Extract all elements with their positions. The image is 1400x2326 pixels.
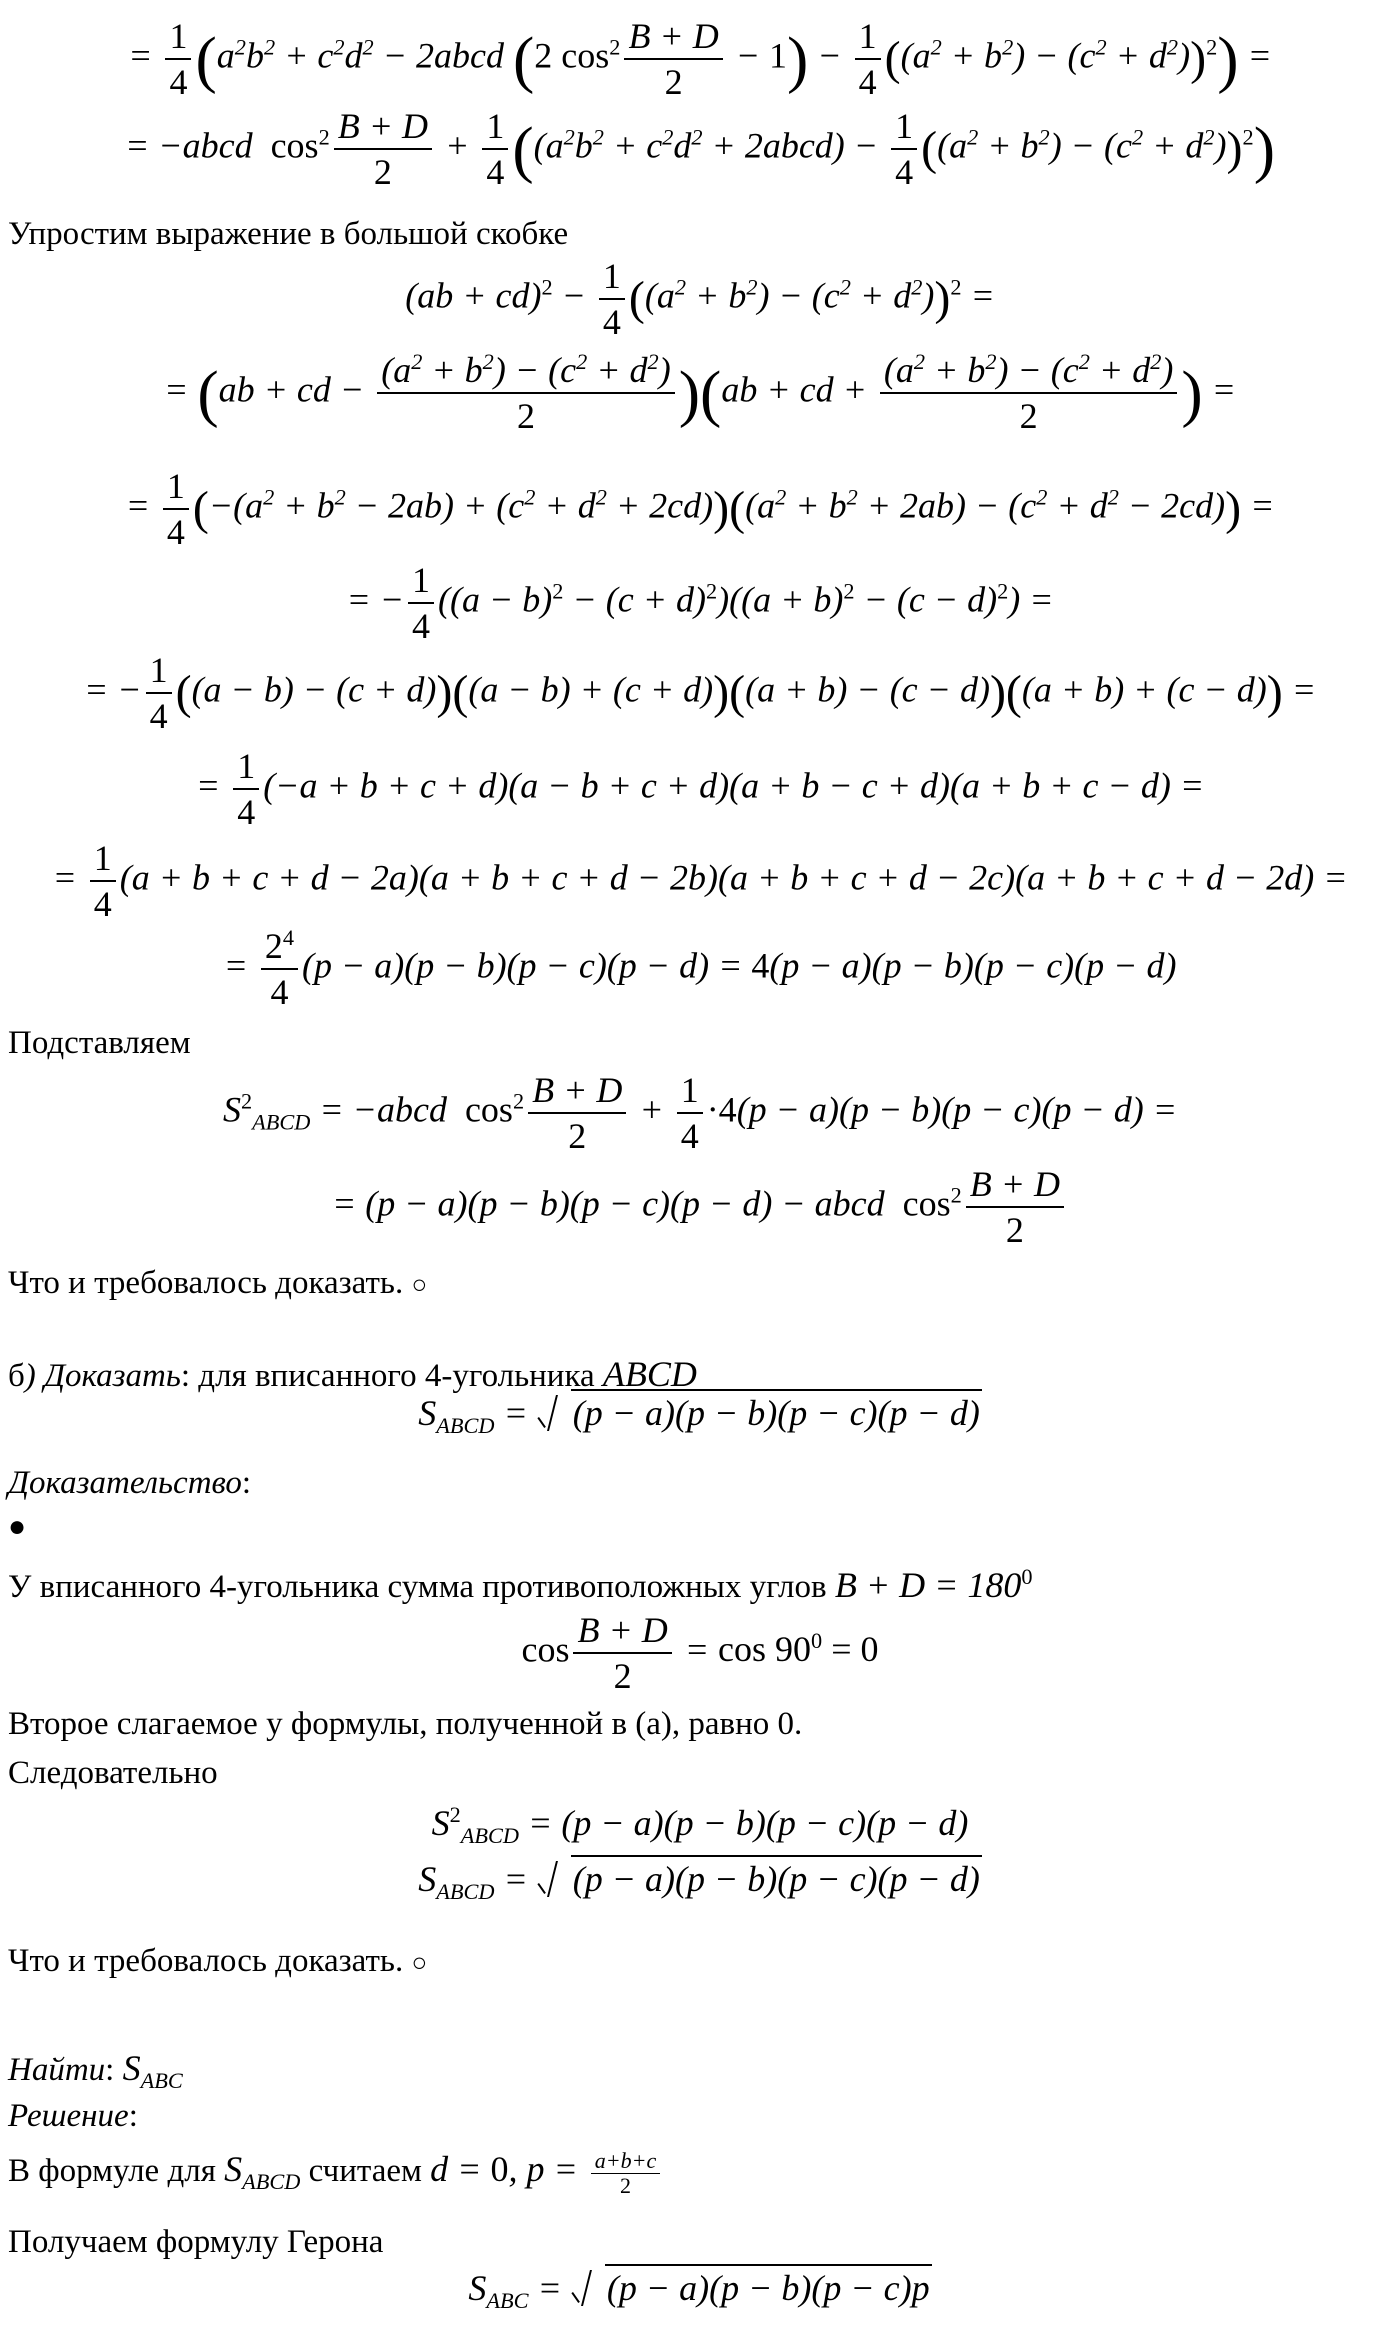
- equation-line-16: $S_{ABCD}$ = (p − a)(p − b)(p − c)(p − d): [0, 1861, 1400, 1897]
- qed-icon: ○: [411, 1948, 428, 1977]
- text-proof-label: Доказательство:: [8, 1465, 252, 1501]
- text-part-b: б) Доказать: для вписанного 4-угольника ABCD: [8, 1354, 697, 1394]
- text-inscribed: У вписанного 4-угольника сумма противоположных углов $B + D = 180^0$: [8, 1564, 1033, 1605]
- equation-line-1: = $\frac{1}{4}$ ($a^2b^2 + c^2d^2$ − 2abcd (2 $\cos^2$ $\frac{B + D}{2}$ − 1) − $\frac{1}{4}$ $((a^2 + b^2) - (c^2 + d^2))^2$) =: [128, 16, 1272, 102]
- equation-line-13: $S_{ABCD}$ = (p − a)(p − b)(p − c)(p − d): [0, 1395, 1400, 1431]
- qed-icon: ○: [411, 1270, 428, 1299]
- equation-line-14: cos $\frac{B + D}{2}$ = $\cos 90^0 = 0$: [521, 1610, 879, 1696]
- text-heron: Получаем формулу Герона: [8, 2224, 384, 2260]
- equation-line-7: = − $\frac{1}{4}$ ((a − b) − (c + d))((a − b) + (c + d))((a + b) − (c − d))((a + b) + (c − d)) =: [83, 650, 1316, 736]
- equation-line-17: $S_{ABC}$ = (p − a)(p − b)(p − c)p: [0, 2270, 1400, 2306]
- equation-line-4: = (ab + cd − $\frac{(a^2 + b^2) - (c^2 + d^2)}{2}$ )(ab + cd + $\frac{(a^2 + b^2) - (c^2 + d^2)}{2}$ ) =: [164, 349, 1236, 436]
- text-formula-condition: В формуле для $S_{ABCD}$ считаем d = 0, p = $\frac{a+b+c}{2}$: [8, 2150, 664, 2197]
- text-second-term: Второе слагаемое у формулы, полученной в (a), равно 0.: [8, 1706, 803, 1742]
- bullet-icon: ●: [8, 1510, 27, 1543]
- text-qed-1: Что и требовалось доказать. ○: [8, 1265, 428, 1301]
- equation-line-5: = $\frac{1}{4}$ $(-(a^2 + b^2 - 2ab) + (c^2 + d^2 + 2cd))((a^2 + b^2 + 2ab) - (c^2 + d^2 - 2cd))$ =: [125, 466, 1275, 552]
- text-qed-2: Что и требовалось доказать. ○: [8, 1943, 428, 1979]
- equation-line-12: = (p − a)(p − b)(p − c)(p − d) − abcd $\cos^2$ $\frac{B + D}{2}$: [0, 1166, 1400, 1248]
- equation-line-10: = $\frac{2^4}{4}$ (p − a)(p − b)(p − c)(p − d) = 4(p − a)(p − b)(p − c)(p − d): [223, 925, 1177, 1012]
- text-substitute: Подставляем: [8, 1025, 191, 1061]
- text-find: Найти: $S_{ABC}$: [8, 2048, 183, 2094]
- equation-line-6: = − $\frac{1}{4}$ $((a - b)^2 - (c + d)^2)((a + b)^2 - (c - d)^2)$ =: [346, 560, 1054, 646]
- equation-line-2: = −abcd $\cos^2$ $\frac{B + D}{2}$ + $\frac{1}{4}$ (($a^2b^2 + c^2d^2$ + 2abcd) − $\frac{1}{4}$ $((a^2 + b^2) - (c^2 + d^2))^2$): [125, 106, 1275, 192]
- equation-line-3: (ab + cd)$^2$ − $\frac{1}{4}$ $((a^2 + b^2) - (c^2 + d^2))^2$ =: [405, 256, 995, 342]
- text-solution-label: Решение:: [8, 2098, 138, 2134]
- equation-line-9: = $\frac{1}{4}$ (a + b + c + d − 2a)(a + b + c + d − 2b)(a + b + c + d − 2c)(a + b + c + d − 2d) =: [52, 838, 1348, 924]
- text-simplify: Упростим выражение в большой скобке: [8, 216, 569, 252]
- text-therefore: Следовательно: [8, 1755, 218, 1791]
- equation-line-11: $S^2_{ABCD}$ = −abcd $\cos^2$ $\frac{B + D}{2}$ + $\frac{1}{4}$ ·4(p − a)(p − b)(p − c)(p − d) =: [222, 1070, 1178, 1156]
- equation-line-15: $S^2_{ABCD} = (p - a)(p - b)(p - c)(p - d)$: [431, 1802, 969, 1849]
- equation-line-8: = $\frac{1}{4}$ (−a + b + c + d)(a − b + c + d)(a + b − c + d)(a + b + c − d) =: [195, 746, 1205, 832]
